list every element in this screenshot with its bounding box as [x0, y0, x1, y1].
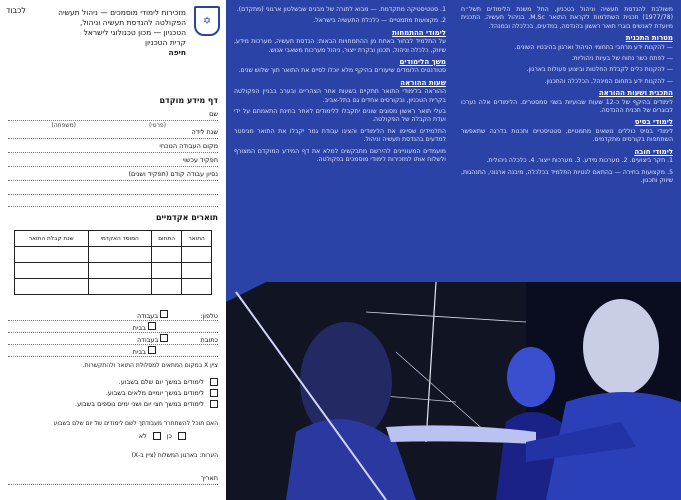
address-row[interactable]: [8, 334, 218, 345]
phone-label: טלפון:: [200, 312, 218, 320]
address-label: כתובת: [200, 336, 218, 344]
address-line: הפקולטה להנדסת תעשיה וניהול,: [79, 18, 186, 27]
checkbox[interactable]: [210, 400, 218, 408]
experience-line[interactable]: [8, 196, 218, 207]
paragraph: 5. מקצועות בחירה — בהתאם לנטיות התלמיד בכלכלה, מיבנה ארגוני, התנהגות, שיווק ותכנון.: [461, 168, 673, 184]
date-row[interactable]: [8, 474, 218, 485]
section-heading: שעות ההוראה: [400, 78, 446, 87]
experience-line[interactable]: [8, 184, 218, 195]
paragraph: — להקנות ידע בתחום המינהל, הכלכלה והתכנון.: [544, 77, 673, 85]
paragraph: בעלי תואר ראשון מסוגים שונים יתקבלו ללימודים לאחר בחינת התאמתם על ידי ועדת הקבלה של הפקולטה.: [234, 108, 446, 124]
table-row[interactable]: [15, 247, 212, 263]
col-institution: המוסד האקדמי: [88, 231, 151, 247]
brochure-column-right: [461, 6, 673, 188]
paragraph: לימודי בסיס כוללים נושאים מתמטיים, סטטיסטיים ותכנות בדרגה שתאפשר השתתפות בקורסים מתקדמים.: [461, 127, 673, 144]
col-degree: התואר: [182, 231, 212, 247]
work-label: בעבודה: [136, 312, 159, 320]
birth-year-field[interactable]: שנת לידה: [8, 128, 218, 139]
phone-row[interactable]: [8, 310, 218, 321]
date-label: תאריך: [200, 474, 218, 482]
form-address-block: [46, 8, 186, 58]
paragraph: ההוראה בלימודי התואר תתקיים בשעות אחר הצהריים ובערב בבניין הפקולטה בקרית הטכניון, ובקורסים אחדים גם בתל-אביב.: [234, 88, 446, 104]
col-year: שנת קבלת התואר: [15, 231, 89, 247]
degrees-table: [14, 230, 212, 295]
remarks-label: הערות: בארגון המשלוח (ציין ב-X): [131, 452, 218, 459]
table-row[interactable]: [15, 279, 212, 295]
family-name-hint: (משפחה): [51, 122, 76, 129]
option-half-day[interactable]: [75, 400, 218, 408]
paragraph: מועמדים המעוניינים להירשם מתבקשים למלא את דף המידע המוקדם המצורף ולשלוח אותו למזכירות לימודי מוסמכים בפקולטה.: [234, 147, 446, 164]
workplace-field[interactable]: מקום העבודה הנוכחי: [8, 142, 218, 153]
table-header-row: [15, 231, 212, 247]
section-heading: מטרות התכנית: [625, 34, 673, 43]
technion-logo-icon: ✡: [194, 6, 220, 36]
yes-checkbox[interactable]: [178, 432, 186, 440]
name-field[interactable]: שם: [8, 110, 218, 121]
address-line: קרית הטכניון: [144, 38, 186, 47]
section-heading: לימודי בסיס: [634, 118, 673, 127]
option-full-day[interactable]: [119, 378, 218, 386]
option-label: לימודים במשך יום שלם בשבוע.: [118, 378, 204, 386]
current-role-field[interactable]: תפקיד עכשוי: [8, 156, 218, 167]
lekavod-label: לכבוד: [6, 6, 26, 15]
classroom-illustration: [226, 282, 681, 500]
paragraph: משולבת להנדסת תעשיה וניהול בטכניון, החל משנת הלימודים תשל״ח (1977/78) תכנית השתלמות לקראת התואר M.Sc. בניהול תעשיה. התכנית מיועדת לאנשים בוגרי תואר ראשון בהנדסה, במדעים, בכלכלה ובמנהל.: [461, 6, 673, 30]
paragraph: 1. חקר ביצועים. 2. מערכות מידע. 3. מערכות ייצור. 4. כלכלה ניהולית.: [486, 157, 673, 165]
checkbox[interactable]: [160, 334, 168, 342]
paragraph: — לפתח כשר נתוח של בעיות ניהוליות.: [571, 55, 673, 63]
checkbox[interactable]: [210, 389, 218, 397]
brochure-column-left: [234, 6, 446, 168]
form-title: דף מידע מוקדם: [159, 96, 218, 105]
checkbox[interactable]: [210, 378, 218, 386]
checkbox[interactable]: [148, 346, 156, 354]
paragraph: התלמידים שסיימו את הלימודים והציגו עבודת גמר יקבלו את התואר מגיסטר למדעים בהנדסת תעשיה וניהול.: [234, 127, 446, 144]
address-line: הטכניון — מכון טכנולוגי לישראל: [83, 28, 186, 37]
no-label: לא: [138, 432, 147, 440]
table-row[interactable]: [15, 263, 212, 279]
paragraph: — להקנות ידע מרחבי בתחומי הניהול וארגון בהיבטיו השונים.: [514, 43, 673, 51]
paragraph: לימודים בהיקף של כ-12 שעות שבועיות בשני סמסטרים. הלימודים אלה נערכו לבוגרים של תכנית ההנדסה.: [461, 98, 673, 115]
degrees-title: תוארים אקדמיים: [155, 213, 218, 222]
brochure-panel: [226, 0, 681, 500]
form-header: [6, 6, 220, 66]
section-heading: לימודי חובה: [634, 147, 673, 156]
yes-no-row[interactable]: [139, 432, 186, 440]
paragraph: סטודנטים הלומדים שיעורים בהיקף מלא יוכלו לסיים את התואר תוך שלוש שנים.: [238, 67, 446, 75]
paragraph: — להקנות כלים לקבלת החלטות וביצוע פעולות בארגון.: [526, 66, 673, 74]
section-heading: התכנית ושעות ההוראה: [598, 89, 673, 98]
option-label: לימודים במשך חצי יום ושני ימים נוספים בשבוע.: [75, 400, 204, 408]
employer-question: האם תוכל להשתחרר מעבודתך לשם לימודים של יום שלם בשבוע: [53, 420, 218, 427]
options-intro: ציין X במקום המתאים למסלולת התואר ולהתקשרות.: [82, 362, 218, 369]
address-line: מזכירות לימודי מוסמכים — ניהול תעשיה: [58, 8, 186, 17]
section-heading: לימודי ההתמחות: [392, 28, 446, 37]
phone-home-row[interactable]: [8, 322, 218, 333]
private-name-hint: (פרטי): [148, 122, 166, 129]
paragraph: 2. מקצועות מתמטיים — כלכלת התעשיה בישראל.: [313, 17, 446, 25]
application-form: [0, 0, 226, 500]
option-two-days[interactable]: [106, 389, 218, 397]
work-label: בעבודה: [137, 336, 159, 344]
no-checkbox[interactable]: [153, 432, 161, 440]
section-heading: משך הלימודים: [399, 58, 446, 67]
paragraph: 1. סטטיסטיקה מתקדמת. — מבוא לתורה של מבנים שבשלטון ארגוני (מתקדם).: [236, 6, 446, 13]
classroom-photo: [226, 282, 681, 500]
checkbox[interactable]: [160, 310, 168, 318]
checkbox[interactable]: [148, 322, 156, 330]
home-label: בבית: [132, 348, 146, 356]
paragraph: על התלמיד לבחור באחת מן ההתמחויות הבאות: הנדסת תעשיה, מערכות מידע, שיווק, כלכלה וניהול, תכנון ובקרת ייצור, ניהול מערכות משאבי אנוש.: [234, 38, 446, 54]
address-home-row[interactable]: [8, 346, 218, 357]
address-line: חיפה: [168, 48, 186, 57]
option-label: לימודים במשך יומיים מלאים בשבוע.: [105, 389, 204, 397]
home-label: בבית: [132, 324, 146, 332]
col-field: התחום: [151, 231, 181, 247]
yes-label: כן: [166, 432, 172, 440]
experience-field[interactable]: נסיון עבודה קודם (תפקיד ושנים): [8, 170, 218, 181]
